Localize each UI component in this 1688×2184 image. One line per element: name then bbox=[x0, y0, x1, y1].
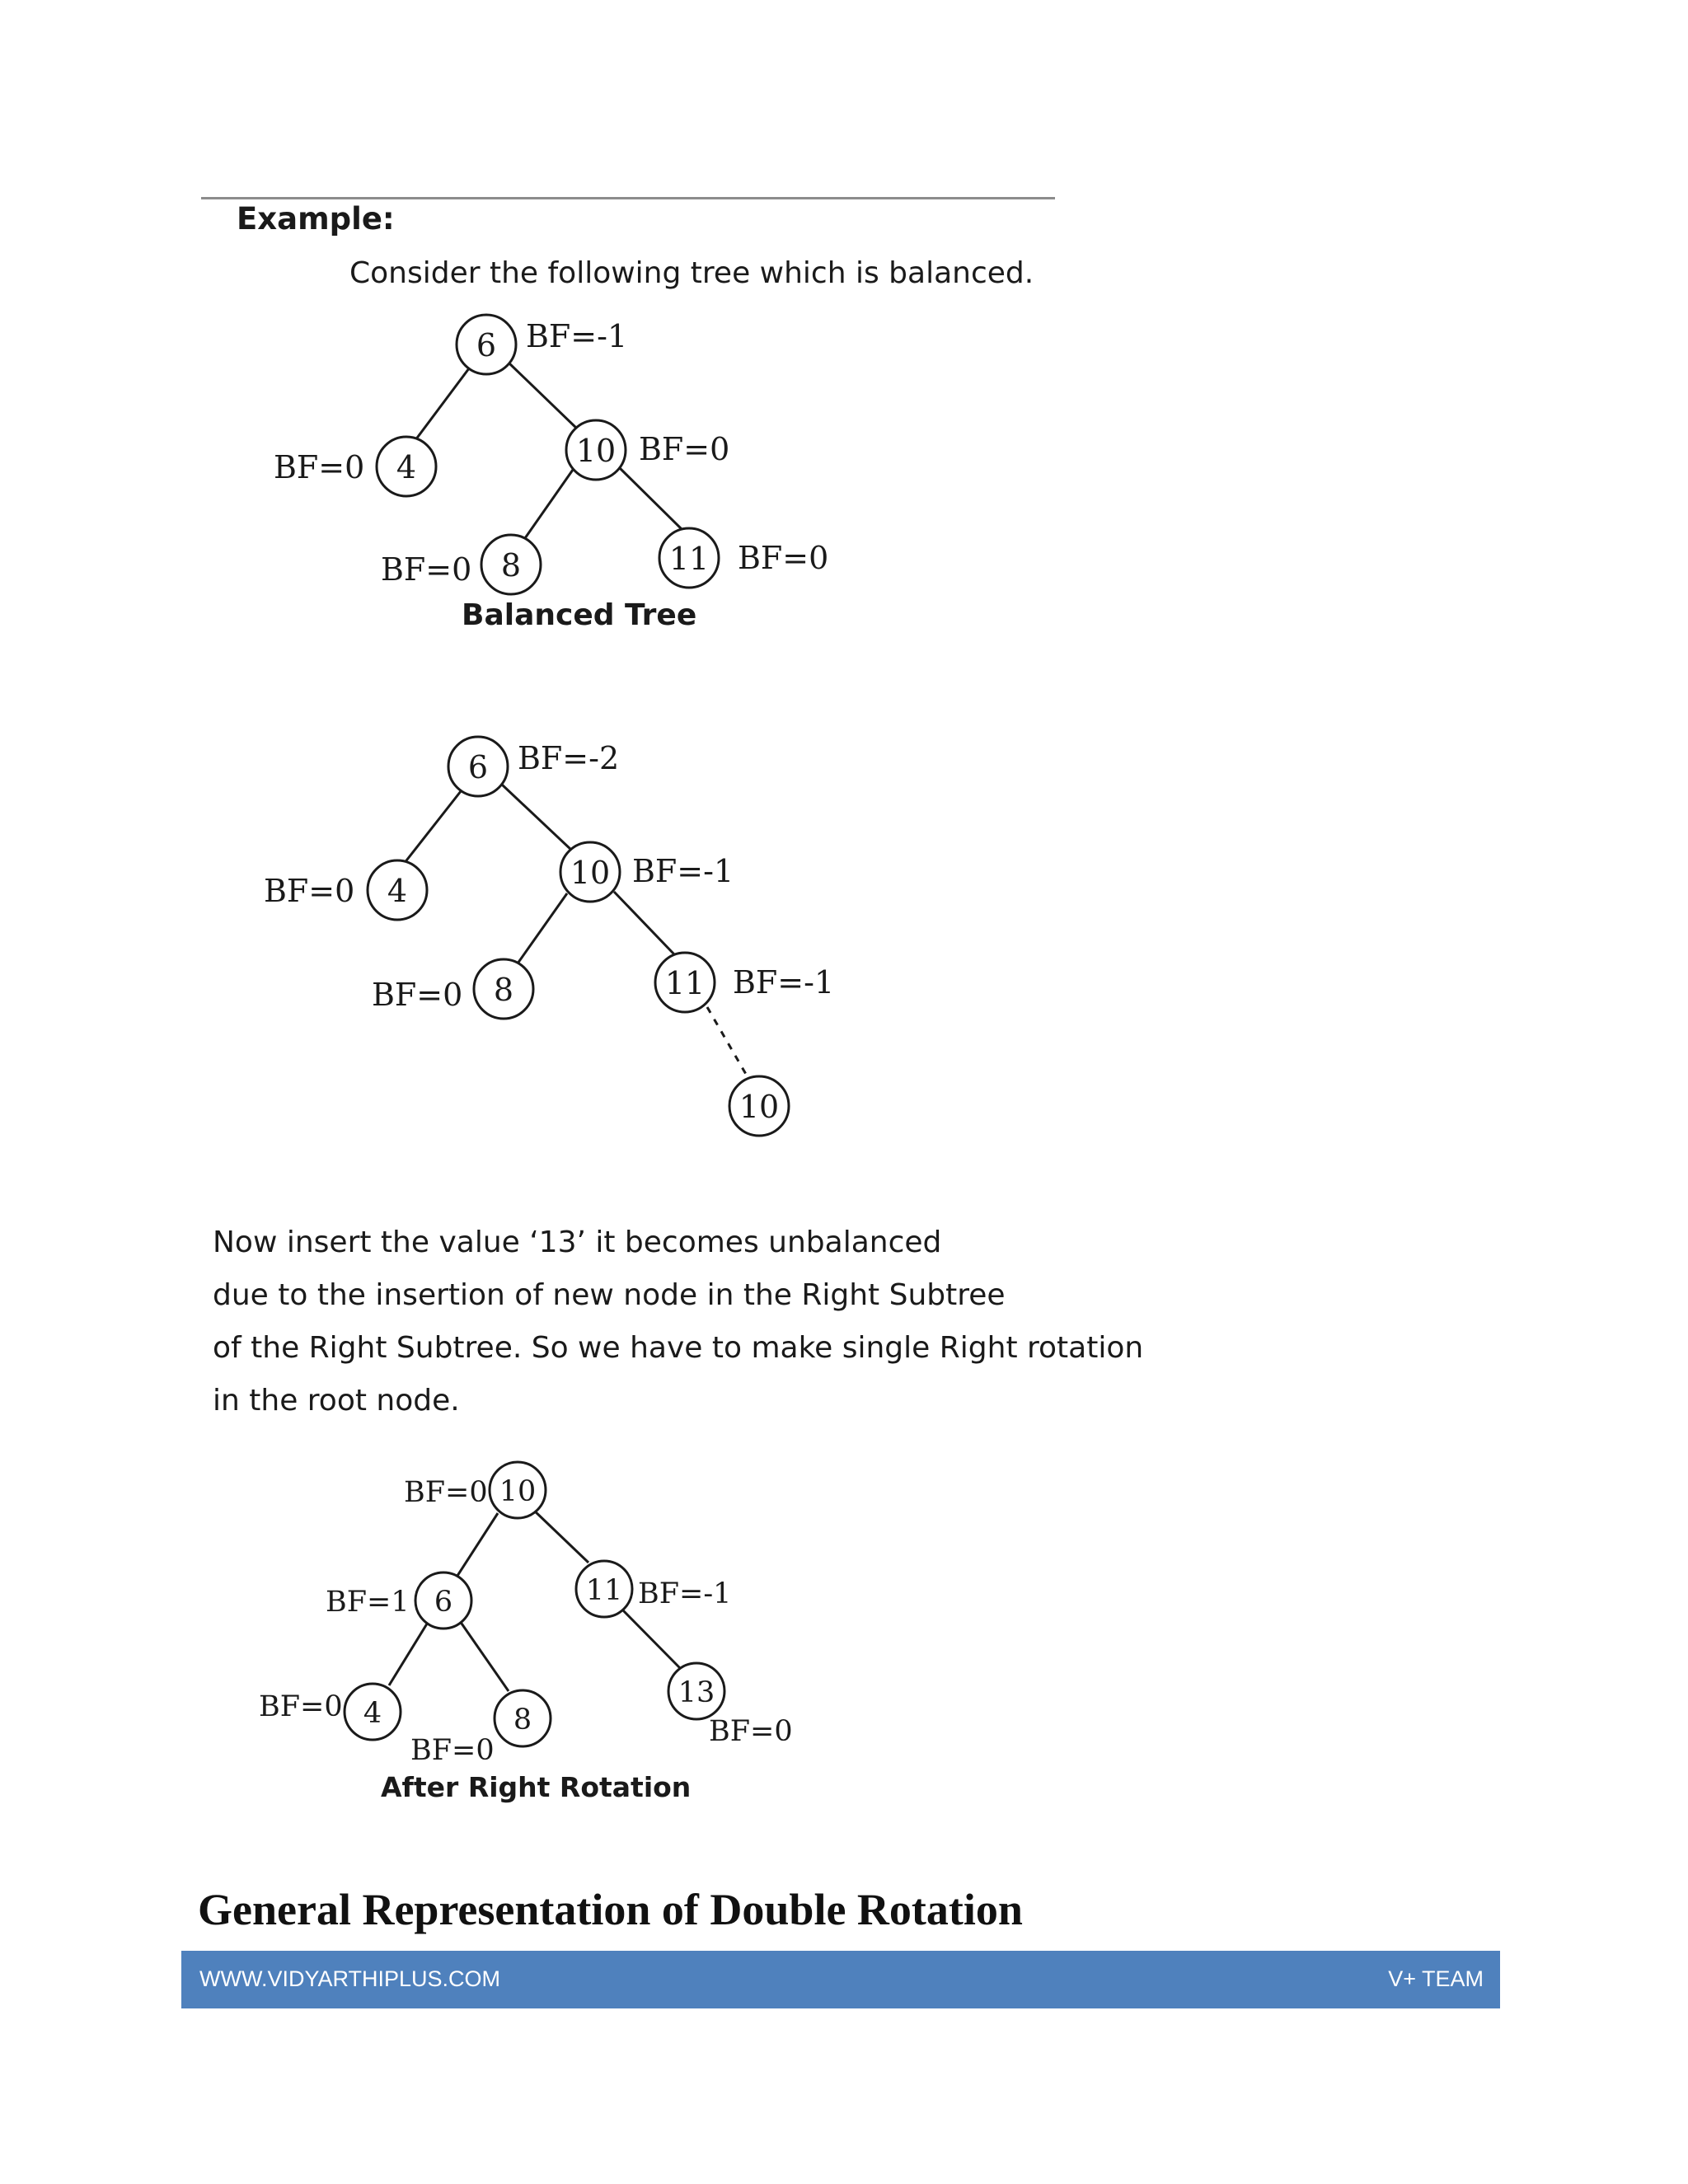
footer-website: WWW.VIDYARTHIPLUS.COM bbox=[199, 1966, 501, 1991]
balance-factor-label: BF=-1 bbox=[638, 1577, 732, 1610]
node-value: 10 bbox=[570, 855, 611, 891]
node-value: 11 bbox=[668, 541, 710, 577]
node-value: 11 bbox=[585, 1574, 623, 1607]
tree-caption: Balanced Tree bbox=[462, 598, 697, 632]
balance-factor-label: BF=0 bbox=[372, 977, 463, 1013]
edge-6-8 bbox=[460, 1621, 509, 1691]
paragraph-line: in the root node. bbox=[213, 1384, 460, 1418]
balance-factor-label: BF=0 bbox=[709, 1715, 793, 1748]
node-value: 4 bbox=[363, 1697, 382, 1730]
node-value: 8 bbox=[513, 1704, 532, 1736]
node-value: 11 bbox=[664, 965, 706, 1001]
balance-factor-label: BF=0 bbox=[274, 449, 365, 485]
balance-factor-label: BF=0 bbox=[410, 1734, 495, 1767]
paragraph-line: due to the insertion of new node in the Right Subtree bbox=[213, 1278, 1006, 1312]
node-value: 8 bbox=[500, 547, 522, 583]
balance-factor-label: BF=-1 bbox=[526, 318, 628, 354]
footer-team: V+ TEAM bbox=[1388, 1966, 1484, 1991]
node-value: 6 bbox=[476, 327, 497, 363]
balance-factor-label: BF=0 bbox=[381, 551, 472, 588]
balance-factor-label: BF=0 bbox=[259, 1690, 343, 1723]
node-value: 6 bbox=[434, 1586, 453, 1619]
paragraph-line: Now insert the value ‘13’ it becomes unbalanced bbox=[213, 1226, 942, 1259]
edge-10-6 bbox=[456, 1513, 498, 1578]
balance-factor-label: BF=0 bbox=[639, 431, 730, 467]
edge-10-11 bbox=[532, 1508, 588, 1563]
node-value: 4 bbox=[396, 449, 417, 485]
node-value: 13 bbox=[678, 1676, 715, 1709]
edge-6-4 bbox=[389, 1621, 429, 1685]
tree-caption: After Right Rotation bbox=[381, 1771, 692, 1803]
paragraph-line: of the Right Subtree. So we have to make single Right rotation bbox=[213, 1331, 1144, 1365]
balance-factor-label: BF=1 bbox=[326, 1586, 410, 1619]
balance-factor-label: BF=0 bbox=[738, 540, 829, 576]
node-value: 8 bbox=[493, 972, 514, 1008]
edge-11-13 bbox=[620, 1607, 680, 1668]
node-value: 10 bbox=[738, 1089, 780, 1125]
example-label: Example: bbox=[237, 201, 395, 237]
intro-text: Consider the following tree which is balanced. bbox=[349, 256, 1034, 290]
footer-bar bbox=[181, 1951, 1500, 2008]
node-value: 10 bbox=[575, 433, 617, 469]
balance-factor-label: BF=0 bbox=[404, 1476, 488, 1509]
balance-factor-label: BF=0 bbox=[264, 873, 355, 909]
node-value: 4 bbox=[387, 873, 408, 909]
node-value: 10 bbox=[499, 1475, 537, 1508]
balance-factor-label: BF=-1 bbox=[733, 964, 835, 1001]
section-heading: General Representation of Double Rotation bbox=[198, 1885, 1023, 1934]
node-value: 6 bbox=[467, 749, 489, 785]
balance-factor-label: BF=-2 bbox=[518, 740, 620, 776]
balance-factor-label: BF=-1 bbox=[632, 853, 734, 889]
